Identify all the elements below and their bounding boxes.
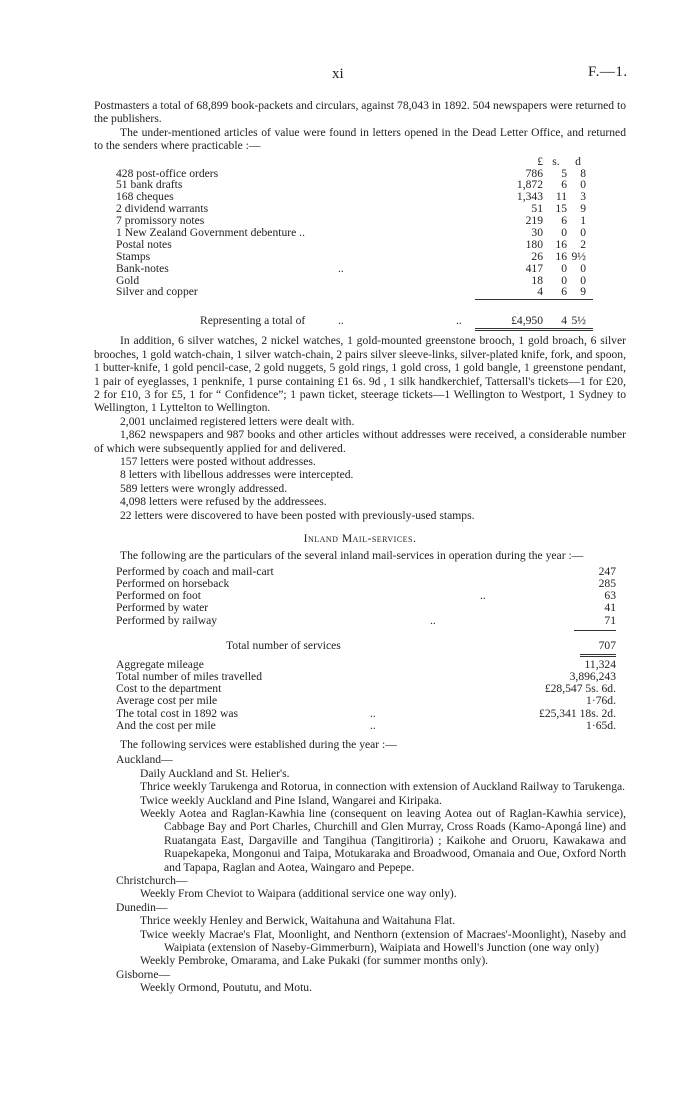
- values-row-pounds: 1,343: [516, 190, 543, 204]
- page-number: xi: [332, 66, 344, 82]
- paragraph-newspapers: 1,862 newspapers and 987 books and other articles without addresses were received, a considerable number of which were subsequently applied for and delivered.: [94, 428, 626, 455]
- services-row-value: 247: [598, 564, 616, 578]
- services-row-label: Performed by water: [116, 601, 209, 615]
- christchurch-items: [94, 887, 626, 900]
- values-row-pence: 9: [580, 285, 586, 299]
- services-row: [94, 615, 626, 627]
- values-row-pence: 9½: [571, 249, 586, 263]
- services-row-label: Performed on foot: [116, 589, 202, 603]
- services-table-rows: [94, 566, 626, 627]
- paragraph-used-stamps: 22 letters were discovered to have been posted with previously-used stamps.: [120, 508, 475, 522]
- services-row-value: 285: [598, 577, 616, 590]
- page-body: [94, 99, 626, 995]
- values-row: [94, 263, 626, 275]
- values-total-row: [94, 308, 626, 330]
- paragraph-no-address: 157 letters were posted without addresses.: [120, 454, 316, 468]
- services-row-value: 63: [604, 589, 616, 603]
- services-intro: The following are the particulars of the several inland mail-services in operation during the year :—: [120, 549, 584, 563]
- mileage-row-label: Aggregate mileage: [116, 657, 204, 671]
- values-row-pounds: 417: [525, 261, 543, 275]
- values-row-label: 1 New Zealand Government debenture ..: [116, 225, 305, 239]
- values-table-rows: [94, 168, 626, 299]
- values-row-label: 7 promissory notes: [116, 214, 205, 228]
- section-heading: Inland Mail-services.: [303, 532, 417, 545]
- services-row-label: Performed by railway: [116, 613, 218, 627]
- values-row-pence: 0: [580, 225, 586, 239]
- values-row-pence: 0: [580, 261, 586, 275]
- services-total-label: Total number of services: [226, 638, 341, 652]
- values-row-label: Postal notes: [116, 237, 172, 251]
- document-code: F.—1.: [588, 64, 628, 80]
- values-total-label: Representing a total of: [200, 314, 306, 328]
- mileage-row-value: 1·65d.: [586, 718, 616, 732]
- values-total-pence: 5½: [571, 314, 586, 328]
- region-auckland: Auckland—: [116, 753, 173, 767]
- values-row-pounds: 4: [537, 285, 543, 299]
- col-pounds: £: [537, 154, 543, 168]
- values-row-pence: 8: [580, 166, 586, 180]
- values-row-amount: [475, 203, 619, 215]
- values-row-pounds: 18: [531, 273, 543, 287]
- values-row-pence: 9: [580, 202, 586, 216]
- dunedin-service-item: Thrice weekly Henley and Berwick, Waitahuna and Waitahuna Flat.: [140, 914, 456, 928]
- services-row-label: Performed on horseback: [116, 577, 230, 590]
- values-row-pounds: 180: [525, 237, 543, 251]
- values-row-amount: [475, 191, 619, 203]
- values-row-label: Bank-notes: [116, 261, 169, 275]
- values-row-pence: 2: [580, 237, 586, 251]
- values-row-amount: [475, 179, 619, 191]
- services-row-label: Performed by coach and mail-cart: [116, 564, 274, 578]
- mileage-row-value: 1·76d.: [586, 694, 616, 708]
- mileage-row-value: 3,896,243: [569, 669, 616, 683]
- values-row-pounds: 26: [531, 249, 543, 263]
- services-table: [94, 566, 626, 732]
- values-total-rule: [475, 328, 593, 329]
- auckland-service-item: Daily Auckland and St. Helier's.: [140, 766, 290, 780]
- dunedin-service-item: Weekly Pembroke, Omarama, and Lake Pukaki (for summer months only).: [140, 954, 489, 968]
- gisborne-service-item: Weekly Ormond, Poututu, and Motu.: [140, 981, 312, 995]
- values-row-shillings: 6: [561, 214, 567, 228]
- auckland-service-item: Weekly Aotea and Raglan-Kawhia line (consequent on leaving Aotea out of Raglan-Kawhia service), Cabbage Bay and Port Charles, Churchill and Glen Murray, Cross Roads (Kamo-Apongá line) and Ruatangata East, Dargaville and Tangihua (Tangitiroria) ; Kaikohe and Oruoru, Kawakawa and Ruapekapeka, Mongonui and Taipa, Motukaraka and Broadwood, Omanaia and Oue, Oxford North and Tapapa, Raglan and Aotea, Waingaro and Pepepe.: [140, 806, 626, 874]
- established-intro: The following services were established during the year :—: [120, 737, 397, 751]
- mileage-row-label: Cost to the department: [116, 682, 222, 696]
- values-row-shillings: 6: [561, 178, 567, 192]
- mileage-table-rows: [94, 659, 626, 732]
- values-row-pounds: 51: [531, 202, 543, 216]
- col-shillings: s.: [552, 154, 560, 168]
- auckland-items: [94, 767, 626, 874]
- values-row-label: 168 cheques: [116, 190, 174, 204]
- dead-letter-intro: The under-mentioned articles of value were found in letters opened in the Dead Letter Office, and returned to the senders where practicable :—: [94, 125, 626, 153]
- mileage-row: [94, 708, 626, 720]
- dunedin-items: [94, 914, 626, 968]
- mileage-row-label: And the cost per mile: [116, 718, 216, 732]
- values-row-amount: [475, 227, 619, 239]
- values-row-amount: [475, 286, 619, 298]
- services-row-dots: ..: [430, 613, 436, 627]
- mileage-row-value: £28,547 5s. 6d.: [544, 682, 616, 696]
- values-row-shillings: 0: [561, 261, 567, 275]
- values-row: [94, 239, 626, 251]
- mileage-row: [94, 695, 626, 707]
- values-row-shillings: 5: [561, 166, 567, 180]
- values-row-amount: [475, 275, 619, 287]
- values-total-rule: [475, 330, 593, 331]
- dunedin-service-item: Twice weekly Macrae's Flat, Moonlight, and Nenthorn (extension of Macraes'-Moonlight), Naseby and Waipiata (extension of Naseby-Gimmerburn), Waipiata and Howell's Junction (one way only): [140, 927, 626, 954]
- region-gisborne: Gisborne—: [116, 967, 171, 981]
- services-row-dots: ..: [480, 589, 486, 603]
- values-row-label: 428 post-office orders: [116, 166, 219, 180]
- region-christchurch: Christchurch—: [116, 873, 188, 887]
- values-table: [94, 156, 626, 331]
- values-row-label: 51 bank drafts: [116, 178, 183, 192]
- values-row: [94, 251, 626, 263]
- mileage-row-value: £25,341 18s. 2d.: [539, 706, 616, 720]
- services-row: [94, 602, 626, 614]
- paragraph-wrongly-addressed: 589 letters were wrongly addressed.: [120, 481, 288, 495]
- mileage-row-dots: ..: [370, 718, 376, 732]
- values-row-label: Silver and copper: [116, 285, 198, 299]
- christchurch-service-item: Weekly From Cheviot to Waipara (additional service one way only).: [140, 887, 457, 901]
- values-row-shillings: 11: [555, 190, 567, 204]
- mileage-row-dots: ..: [370, 706, 376, 720]
- values-row-pence: 1: [580, 214, 586, 228]
- values-row-dots: ..: [338, 261, 344, 275]
- values-row-amount: [475, 215, 619, 227]
- values-row-shillings: 15: [555, 202, 567, 216]
- values-row-pounds: 1,872: [516, 178, 543, 192]
- values-row-amount: [475, 251, 619, 263]
- region-dunedin: Dunedin—: [116, 900, 168, 914]
- mileage-row-label: Average cost per mile: [116, 694, 218, 708]
- values-table-header: [94, 156, 626, 168]
- values-total-dots: ..: [456, 314, 462, 328]
- auckland-service-item: Thrice weekly Tarukenga and Rotorua, in connection with extension of Auckland Railway to Tarukenga.: [140, 780, 626, 794]
- values-row-label: Stamps: [116, 249, 151, 263]
- paragraph-refused: 4,098 letters were refused by the addressees.: [120, 495, 327, 509]
- values-sum-rule: [475, 299, 593, 300]
- values-row-amount: [475, 168, 619, 180]
- col-pence: d: [575, 154, 581, 168]
- values-row-shillings: 16: [555, 237, 567, 251]
- values-row-label: Gold: [116, 273, 140, 287]
- values-row-pence: 0: [580, 273, 586, 287]
- values-row-shillings: 0: [561, 273, 567, 287]
- values-row-shillings: 0: [561, 225, 567, 239]
- auckland-service-item: Twice weekly Auckland and Pine Island, Wangarei and Kiripaka.: [140, 793, 442, 807]
- mileage-row-value: 11,324: [584, 657, 616, 671]
- mileage-row-label: Total number of miles travelled: [116, 669, 262, 683]
- values-row-pounds: 786: [525, 166, 543, 180]
- values-row: [94, 227, 626, 239]
- values-row-amount: [475, 239, 619, 251]
- intro-paragraph: Postmasters a total of 68,899 book-packets and circulars, against 78,043 in 1892. 504 newspapers were returned to the publishers.: [94, 99, 626, 126]
- values-total-shillings: 4: [561, 314, 567, 328]
- values-row-label: 2 dividend warrants: [116, 202, 209, 216]
- values-row: [94, 286, 626, 298]
- values-total-dots: ..: [338, 314, 344, 328]
- values-row-pence: 0: [580, 178, 586, 192]
- values-total-pounds: £4,950: [511, 314, 543, 328]
- services-established-list: [94, 753, 626, 994]
- paragraph-articles: In addition, 6 silver watches, 2 nickel watches, 1 gold-mounted greenstone brooch, 1 gold broach, 6 silver brooches, 1 gold watch-chain, 1 silver watch-chain, 2 pairs silver sleeve-links, silver-plated knife, fork, and spoon, 1 butter-knife, 1 gold pencil-case, 2 gold nuggets, 5 gold rings, 1 gold cross, 1 gold bangle, 1 greenstone pendant, 1 pair of eyeglasses, 1 penknife, 1 purse containing £1 6s. 9d , 1 silk handkerchief, Tattersall's tickets—1 for £20, 2 for £10, 3 for £5, 1 for “ Confidence”; 1 pawn ticket, steerage tickets—1 Wellington to Westport, 1 Sydney to Wellington, 1 Lyttelton to Wellington.: [94, 334, 626, 415]
- services-total-value: 707: [598, 638, 616, 652]
- values-row-shillings: 16: [555, 249, 567, 263]
- services-row-value: 41: [604, 601, 616, 615]
- services-total-row: [94, 631, 626, 657]
- values-row-pounds: 30: [531, 225, 543, 239]
- values-row-pounds: 219: [525, 214, 543, 228]
- values-row-pence: 3: [580, 190, 586, 204]
- paragraph-libellous: 8 letters with libellous addresses were intercepted.: [120, 468, 354, 482]
- services-total-rule: [580, 654, 616, 655]
- mileage-row-label: The total cost in 1892 was: [116, 706, 239, 720]
- gisborne-items: [94, 981, 626, 994]
- services-total-rule: [580, 656, 616, 657]
- mileage-row: [94, 720, 626, 732]
- services-row-value: 71: [604, 613, 616, 627]
- values-row-amount: [475, 263, 619, 275]
- values-row-shillings: 6: [561, 285, 567, 299]
- paragraph-registered: 2,001 unclaimed registered letters were dealt with.: [120, 414, 355, 428]
